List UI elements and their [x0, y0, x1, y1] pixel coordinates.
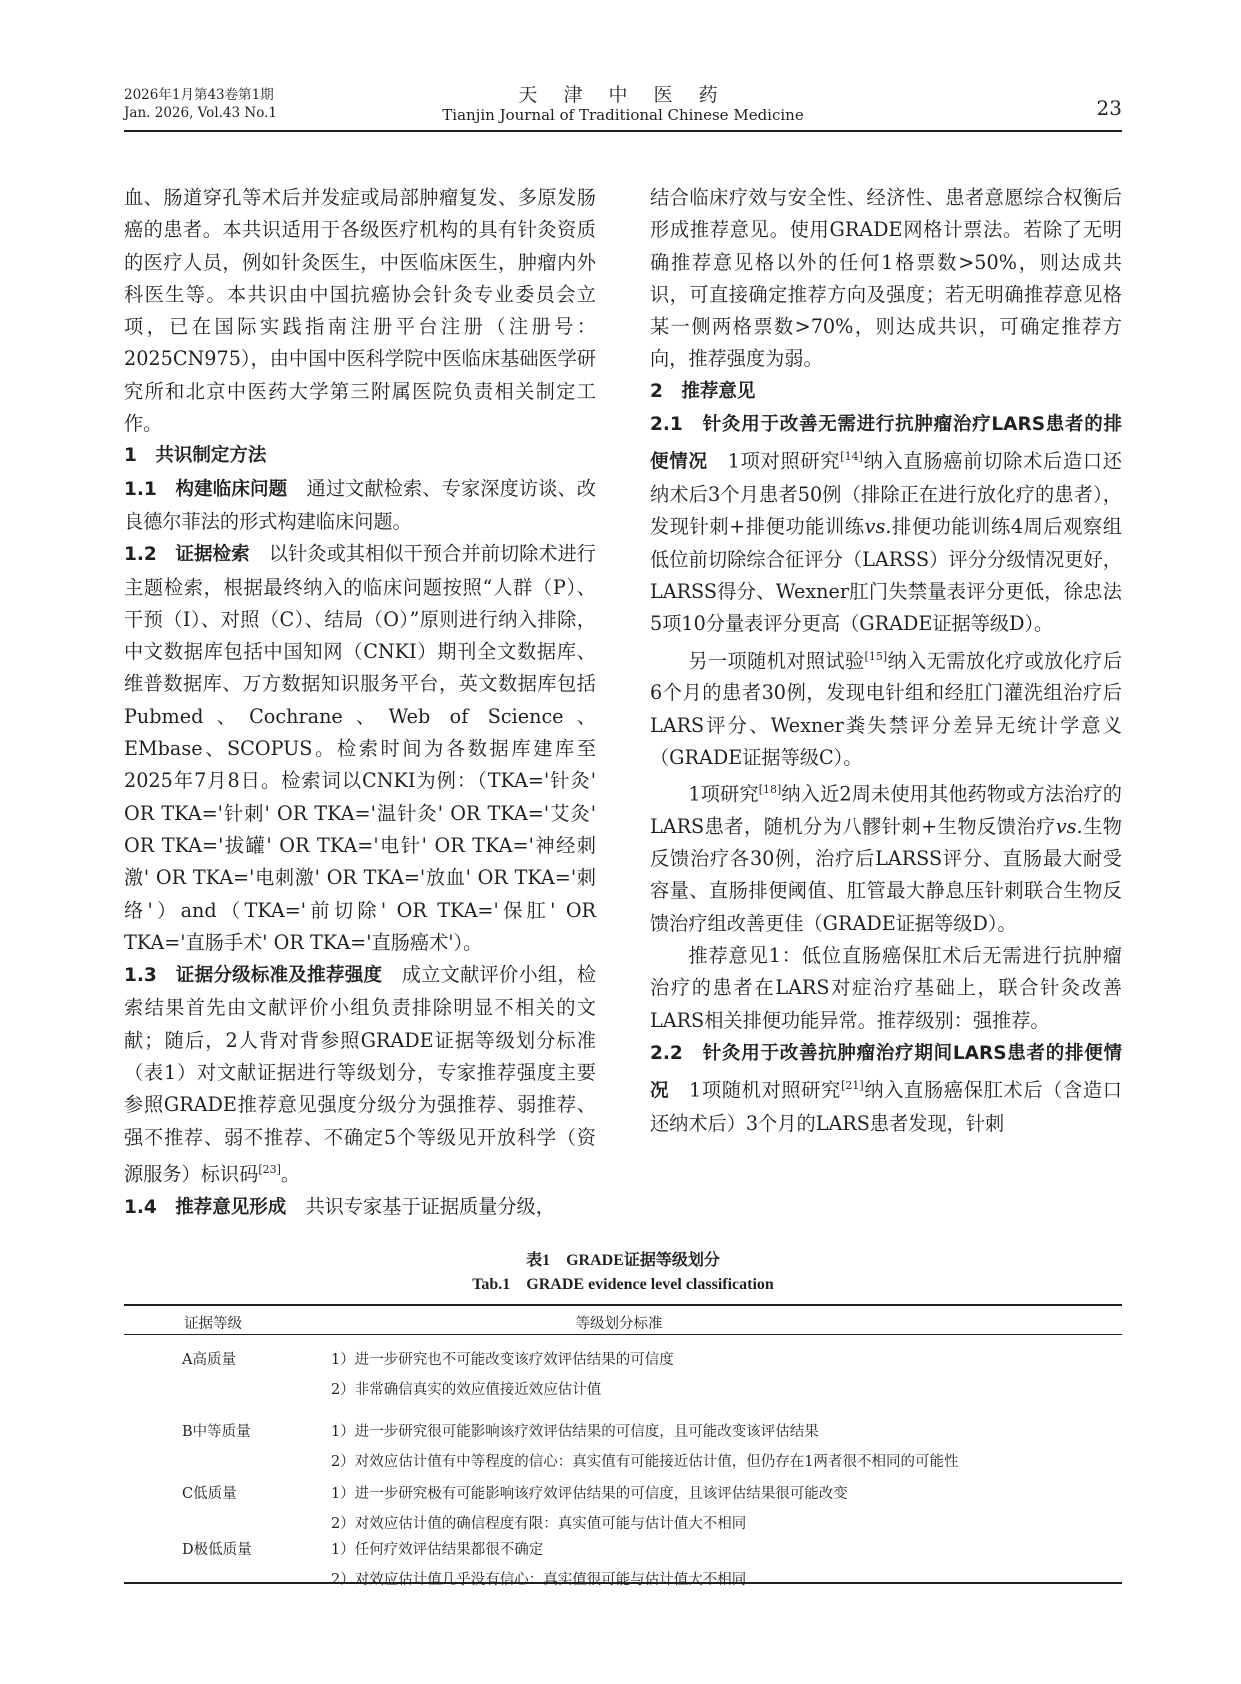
table-header-level: 证据等级 — [184, 1316, 242, 1332]
criteria-1: 1）进一步研究极有可能影响该疗效评估结果的可信度，且该评估结果很可能改变 — [331, 1486, 848, 1502]
issue-info-cn: 2026年1月第43卷第1期 — [124, 87, 274, 103]
section-heading: 2 推荐意见 — [650, 380, 756, 402]
paragraph — [650, 774, 1122, 940]
paragraph-text: 以针灸或其相似干预合并前切除术进行主题检索，根据最终纳入的临床问题按照“人群（P）、干预（I）、对照（C）、结局（O）”原则进行纳入排除，中文数据库包括中国知网（CNKI）期刊全文数据库、维普数据库、万方数据知识服务平台，英文数据库包括 Pubmed、Cochrane、Web of Science、EMbase、SCOPUS。检索时间为各数据库建库至2025年7月8日。检索词以CNKI为例：（TKA='针灸' OR TKA='针刺' OR TKA='温针灸' OR TKA='艾灸' OR TKA='拔罐' OR TKA='电针' OR TKA='神经刺激' OR TKA='电刺激' OR TKA='放血' OR TKA='刺络'）and（TKA='前切除' OR TKA='保肛' OR TKA='直肠手术' OR TKA='直肠癌术'）。 — [124, 542, 596, 954]
paragraph-text: 纳入无需放化疗或放化疗后6个月的患者30例，发现电针组和经肛门灌洗组治疗后LARS评分、Wexner粪失禁评分差异无统计学意义（GRADE证据等级C）。 — [650, 648, 1123, 769]
paragraph: 结合临床疗效与安全性、经济性、患者意愿综合权衡后形成推荐意见。使用GRADE网格计票法。若除了无明确推荐意见格以外的任何1格票数>50%，则达成共识，可直接确定推荐方向及强度；若无明确推荐意见格某一侧两格票数>70%，则达成共识，可确定推荐方向，推荐强度为弱。 — [650, 186, 1122, 371]
subsection-heading: 1.1 构建临床问题 — [124, 478, 288, 500]
paragraph-text: 排便功能训练4周后观察组低位前切除综合征评分（LARSS）评分分级情况更好，LARSS得分、Wexner肛门失禁量表评分更低，徐忠法5项10分量表评分更高（GRADE证据等级D）。 — [650, 515, 1122, 636]
paragraph — [124, 473, 596, 539]
paragraph-text: 。 — [280, 1162, 301, 1186]
criteria-2: 2）非常确信真实的效应值接近效应估计值 — [331, 1382, 602, 1398]
page-header — [124, 84, 1122, 130]
citation: [21] — [841, 1079, 864, 1093]
paragraph — [650, 1037, 1122, 1140]
subsection-heading: 1.2 证据检索 — [124, 544, 250, 566]
paragraph-text: 生物反馈治疗各30例，治疗后LARSS评分、直肠最大耐受容量、直肠排便阈值、肛管最大静息压针刺联合生物反馈治疗组改善更佳（GRADE证据等级D）。 — [650, 814, 1122, 935]
citation: [23] — [258, 1162, 281, 1176]
paragraph-text: 另一项随机对照试验 — [688, 648, 865, 672]
citation: [18] — [758, 783, 782, 797]
table-header-row — [124, 1306, 1122, 1334]
paragraph-text: 通过文献检索、专家深度访谈、改良德尔菲法的形式构建临床问题。 — [124, 476, 596, 533]
subsection-heading: 2.2 针灸用于改善抗肿瘤治疗期间LARS患者的排便情况 — [650, 1042, 1122, 1102]
paragraph-text: 纳入近2周未使用其他药物或方法治疗的LARS患者，随机分为八髎针刺+生物反馈治疗 — [650, 782, 1122, 838]
recommendation-paragraph: 推荐意见1：低位直肠癌保肛术后无需进行抗肿瘤治疗的患者在LARS对症治疗基础上，联合针灸改善LARS相关排便功能异常。推荐级别：强推荐。 — [650, 944, 1122, 1032]
evidence-level: B中等质量 — [182, 1424, 251, 1440]
issue-info-en: Jan. 2026, Vol.43 No.1 — [124, 105, 277, 121]
evidence-level: C低质量 — [182, 1486, 237, 1502]
paragraph — [124, 1191, 596, 1224]
criteria-1: 1）任何疗效评估结果都很不确定 — [331, 1542, 544, 1558]
paragraph — [650, 641, 1122, 775]
journal-title — [124, 84, 1122, 124]
paragraph: 血、肠道穿孔等术后并发症或局部肿瘤复发、多原发肠癌的患者。本共识适用于各级医疗机构的具有针灸资质的医疗人员，例如针灸医生，中医临床医生，肿瘤内外科医生等。本共识由中国抗癌协会针灸专业委员会立项，已在国际实践指南注册平台注册（注册号：2025CN975），由中国中医科学院中医临床基础医学研究所和北京中医药大学第三附属医院负责相关制定工作。 — [124, 186, 596, 436]
journal-title-cn: 天 津 中 医 药 — [518, 84, 728, 106]
table-title-cn: 表1 GRADE证据等级划分 — [526, 1252, 720, 1269]
paragraph-text: 1项随机对照研究 — [669, 1078, 842, 1102]
subsection-heading: 2.1 针灸用于改善无需进行抗肿瘤治疗LARS患者的排便情况 — [650, 414, 1122, 473]
left-column — [124, 182, 596, 1224]
page-number: 23 — [1096, 96, 1122, 120]
evidence-level: D极低质量 — [182, 1542, 252, 1558]
paragraph-text: 1项研究 — [688, 782, 759, 806]
criteria-2: 2）对效应估计值有中等程度的信心：真实值有可能接近估计值，但仍存在1两者很不相同的可能性 — [331, 1454, 959, 1470]
criteria-2: 2）对效应估计值的确信程度有限：真实值可能与估计值大不相同 — [331, 1516, 747, 1532]
paragraph-text: 成立文献评价小组，检索结果首先由文献评价小组负责排除明显不相关的文献；随后，2人背对背参照GRADE证据等级划分标准（表1）对文献证据进行等级划分，专家推荐强度主要参照GRADE推荐意见强度分级分为强推荐、弱推荐、强不推荐、弱不推荐、不确定5个等级见开放科学（资源服务）标识码 — [124, 963, 597, 1186]
criteria-1: 1）进一步研究很可能影响该疗效评估结果的可信度，且可能改变该评估结果 — [331, 1424, 819, 1440]
subsection-heading: 1.4 推荐意见形成 — [124, 1196, 287, 1218]
paragraph — [124, 959, 596, 1190]
table-title-en: Tab.1 GRADE evidence level classification — [472, 1276, 774, 1293]
evidence-level: A高质量 — [182, 1352, 236, 1368]
paragraph — [650, 408, 1122, 640]
paragraph-text: 共识专家基于证据质量分级， — [286, 1194, 555, 1218]
subsection-heading: 1.3 证据分级标准及推荐强度 — [124, 965, 383, 987]
paragraph-text: 纳入直肠癌前切除术后造口还纳术后3个月患者50例（排除正在进行放化疗的患者），发现针刺+排便功能训练 — [650, 449, 1122, 539]
journal-title-en: Tianjin Journal of Traditional Chinese Medicine — [442, 106, 804, 124]
paragraph-text: 纳入直肠癌保肛术后（含造口还纳术后）3个月的LARS患者发现，针刺 — [650, 1078, 1122, 1135]
table-header-criteria: 等级划分标准 — [575, 1316, 663, 1332]
criteria-2: 2）对效应估计值几乎没有信心：真实值很可能与估计值大不相同 — [331, 1572, 747, 1588]
criteria-1: 1）进一步研究也不可能改变该疗效评估结果的可信度 — [331, 1352, 674, 1368]
section-heading: 1 共识制定方法 — [124, 445, 267, 467]
citation: [15] — [864, 649, 888, 663]
header-rule — [124, 130, 1122, 132]
citation: [14] — [840, 450, 863, 464]
paragraph-text: 1项对照研究 — [707, 449, 841, 473]
paragraph — [124, 538, 596, 959]
vs-italic: vs. — [864, 515, 892, 539]
vs-italic: vs. — [1055, 814, 1083, 838]
right-column — [650, 182, 1122, 1140]
table-header-rule — [124, 1334, 1122, 1335]
